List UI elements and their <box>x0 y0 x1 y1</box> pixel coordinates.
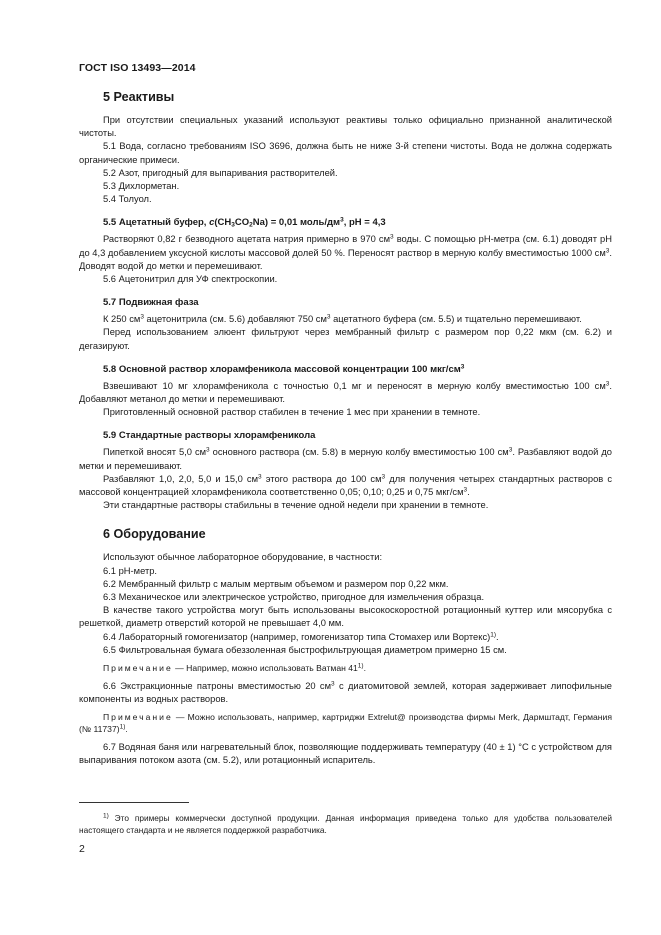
paragraph-5-9-3: Эти стандартные растворы стабильны в течение одной недели при хранении в темноте. <box>103 500 489 511</box>
section-6-intro: Используют обычное лабораторное оборудование, в частности: <box>103 552 383 563</box>
paragraph-5-5-1: Растворяют 0,82 г безводного ацетата натрия примерно в 970 $см^3$ воды. С помощью рН-метра (см. 6.1) доводят pH до 4,3 добавлением уксусной кислоты массовой долей 50 %. Переносят раствор в мерную колбу вместимостью 1000 $см^3$. Доводят водой до метки и перемешивают. <box>79 233 613 271</box>
item-6-7: 6.7 Водяная баня или нагревательный блок, позволяющие поддерживать температуру (40 ± 1) °С с устройством для выпаривания потоком азота (см. 5.2), или ротационный испаритель. <box>79 741 612 765</box>
item-6-3: 6.3 Механическое или электрическое устройство, пригодное для измельчения образца. <box>103 592 485 603</box>
note-2: Примечание — Можно использовать, например, картриджи Extrelut@ производства фирмы Merk, Дармштадт, Германия (№ 11737)$^{1)}$. <box>79 711 612 735</box>
note-1: Примечание — Например, можно использовать Ватман 41$^{1)}$. <box>103 662 366 674</box>
subsection-5-5-heading: 5.5 Ацетатный буфер, $c(CH_3CO_2Na) = 0,01$ моль/$дм^3$, pH = 4,3 <box>103 216 386 229</box>
item-5-6: 5.6 Ацетонитрил для УФ спектроскопии. <box>103 274 278 285</box>
footnote: $^{1)}$ Это примеры коммерчески доступной продукции. Данная информация приведена только для удобства пользователей настоящего стандарта и не является поддержкой разработчика. <box>79 812 612 835</box>
item-5-1: 5.1 Вода, согласно требованиям ISO 3696, должна быть не ниже 3-й степени чистоты. Вода не должна содержать органические примеси. <box>79 141 612 165</box>
paragraph-5-8-1: Взвешивают 10 мг хлорамфеникола с точностью 0,1 мг и переносят в мерную колбу вместимостью 100 $см^3$. Добавляют метанол до метки и перемешивают. <box>79 380 612 405</box>
item-6-2: 6.2 Мембранный фильтр с малым мертвым объемом и размером пор 0,22 мкм. <box>103 578 449 589</box>
item-6-4: 6.4 Лабораторный гомогенизатор (например, гомогенизатор типа Стомахер или Вортекс)$^{1)}$. <box>103 631 499 642</box>
item-6-5: 6.5 Фильтровальная бумага обеззоленная быстрофильтрующая диаметром примерно 15 см. <box>103 644 507 655</box>
section-5-heading: 5 Реактивы <box>103 90 175 104</box>
paragraph-5-9-1: Пипеткой вносят 5,0 $см^3$ основного раствора (см. 5.8) в мерную колбу вместимостью 100 $см^3$. Разбавляют водой до метки и перемешивают. <box>79 446 612 471</box>
page-content <box>79 89 612 767</box>
subsection-5-7-heading: 5.7 Подвижная фаза <box>103 297 199 309</box>
item-6-6: 6.6 Экстракционные патроны вместимостью 20 $см^3$ с диатомитовой землей, которая задерживает липофильные компоненты из водных растворов. <box>79 680 613 704</box>
paragraph-5-7-1: К 250 $см^3$ ацетонитрила (см. 5.6) добавляют 750 $см^3$ ацетатного буфера (см. 5.5) и тщательно перемешивают. <box>103 313 582 325</box>
paragraph-6-3: В качестве такого устройства могут быть использованы высокоскоростной ротационный куттер или мясорубка с решеткой, диаметр отверстий которой не превышает 4,0 мм. <box>79 605 612 629</box>
paragraph-5-9-2: Разбавляют 1,0, 2,0, 5,0 и 15,0 $см^3$ этого раствора до 100 $см^3$ для получения четырех стандартных растворов с массовой концентрацией хлорамфеникола соответственно 0,05; 0,10; 0,25 и 0,75 мкг/$см^3$. <box>79 473 612 498</box>
subsection-5-9-heading: 5.9 Стандартные растворы хлорамфеникола <box>103 430 316 442</box>
document-header: ГОСТ ISO 13493—2014 <box>79 62 196 74</box>
section-5-intro: При отсутствии специальных указаний используют реактивы только официально признанной аналитической чистоты. <box>79 115 612 139</box>
paragraph-5-7-2: Перед использованием элюент фильтруют через мембранный фильтр с размером пор 0,22 мкм (см. 6.2) и дегазируют. <box>79 327 612 351</box>
footnote-divider <box>79 802 189 803</box>
item-5-2: 5.2 Азот, пригодный для выпаривания растворителей. <box>103 167 338 178</box>
item-5-3: 5.3 Дихлорметан. <box>103 181 180 192</box>
item-6-1: 6.1 рН-метр. <box>103 565 158 576</box>
subsection-5-8-heading: 5.8 Основной раствор хлорамфеникола массовой концентрации 100 мкг/$см^3$ <box>103 363 465 375</box>
item-5-4: 5.4 Толуол. <box>103 194 152 205</box>
page-number: 2 <box>79 843 85 855</box>
section-6-heading: 6 Оборудование <box>103 527 206 542</box>
paragraph-5-8-2: Приготовленный основной раствор стабилен в течение 1 мес при хранении в темноте. <box>103 407 481 418</box>
